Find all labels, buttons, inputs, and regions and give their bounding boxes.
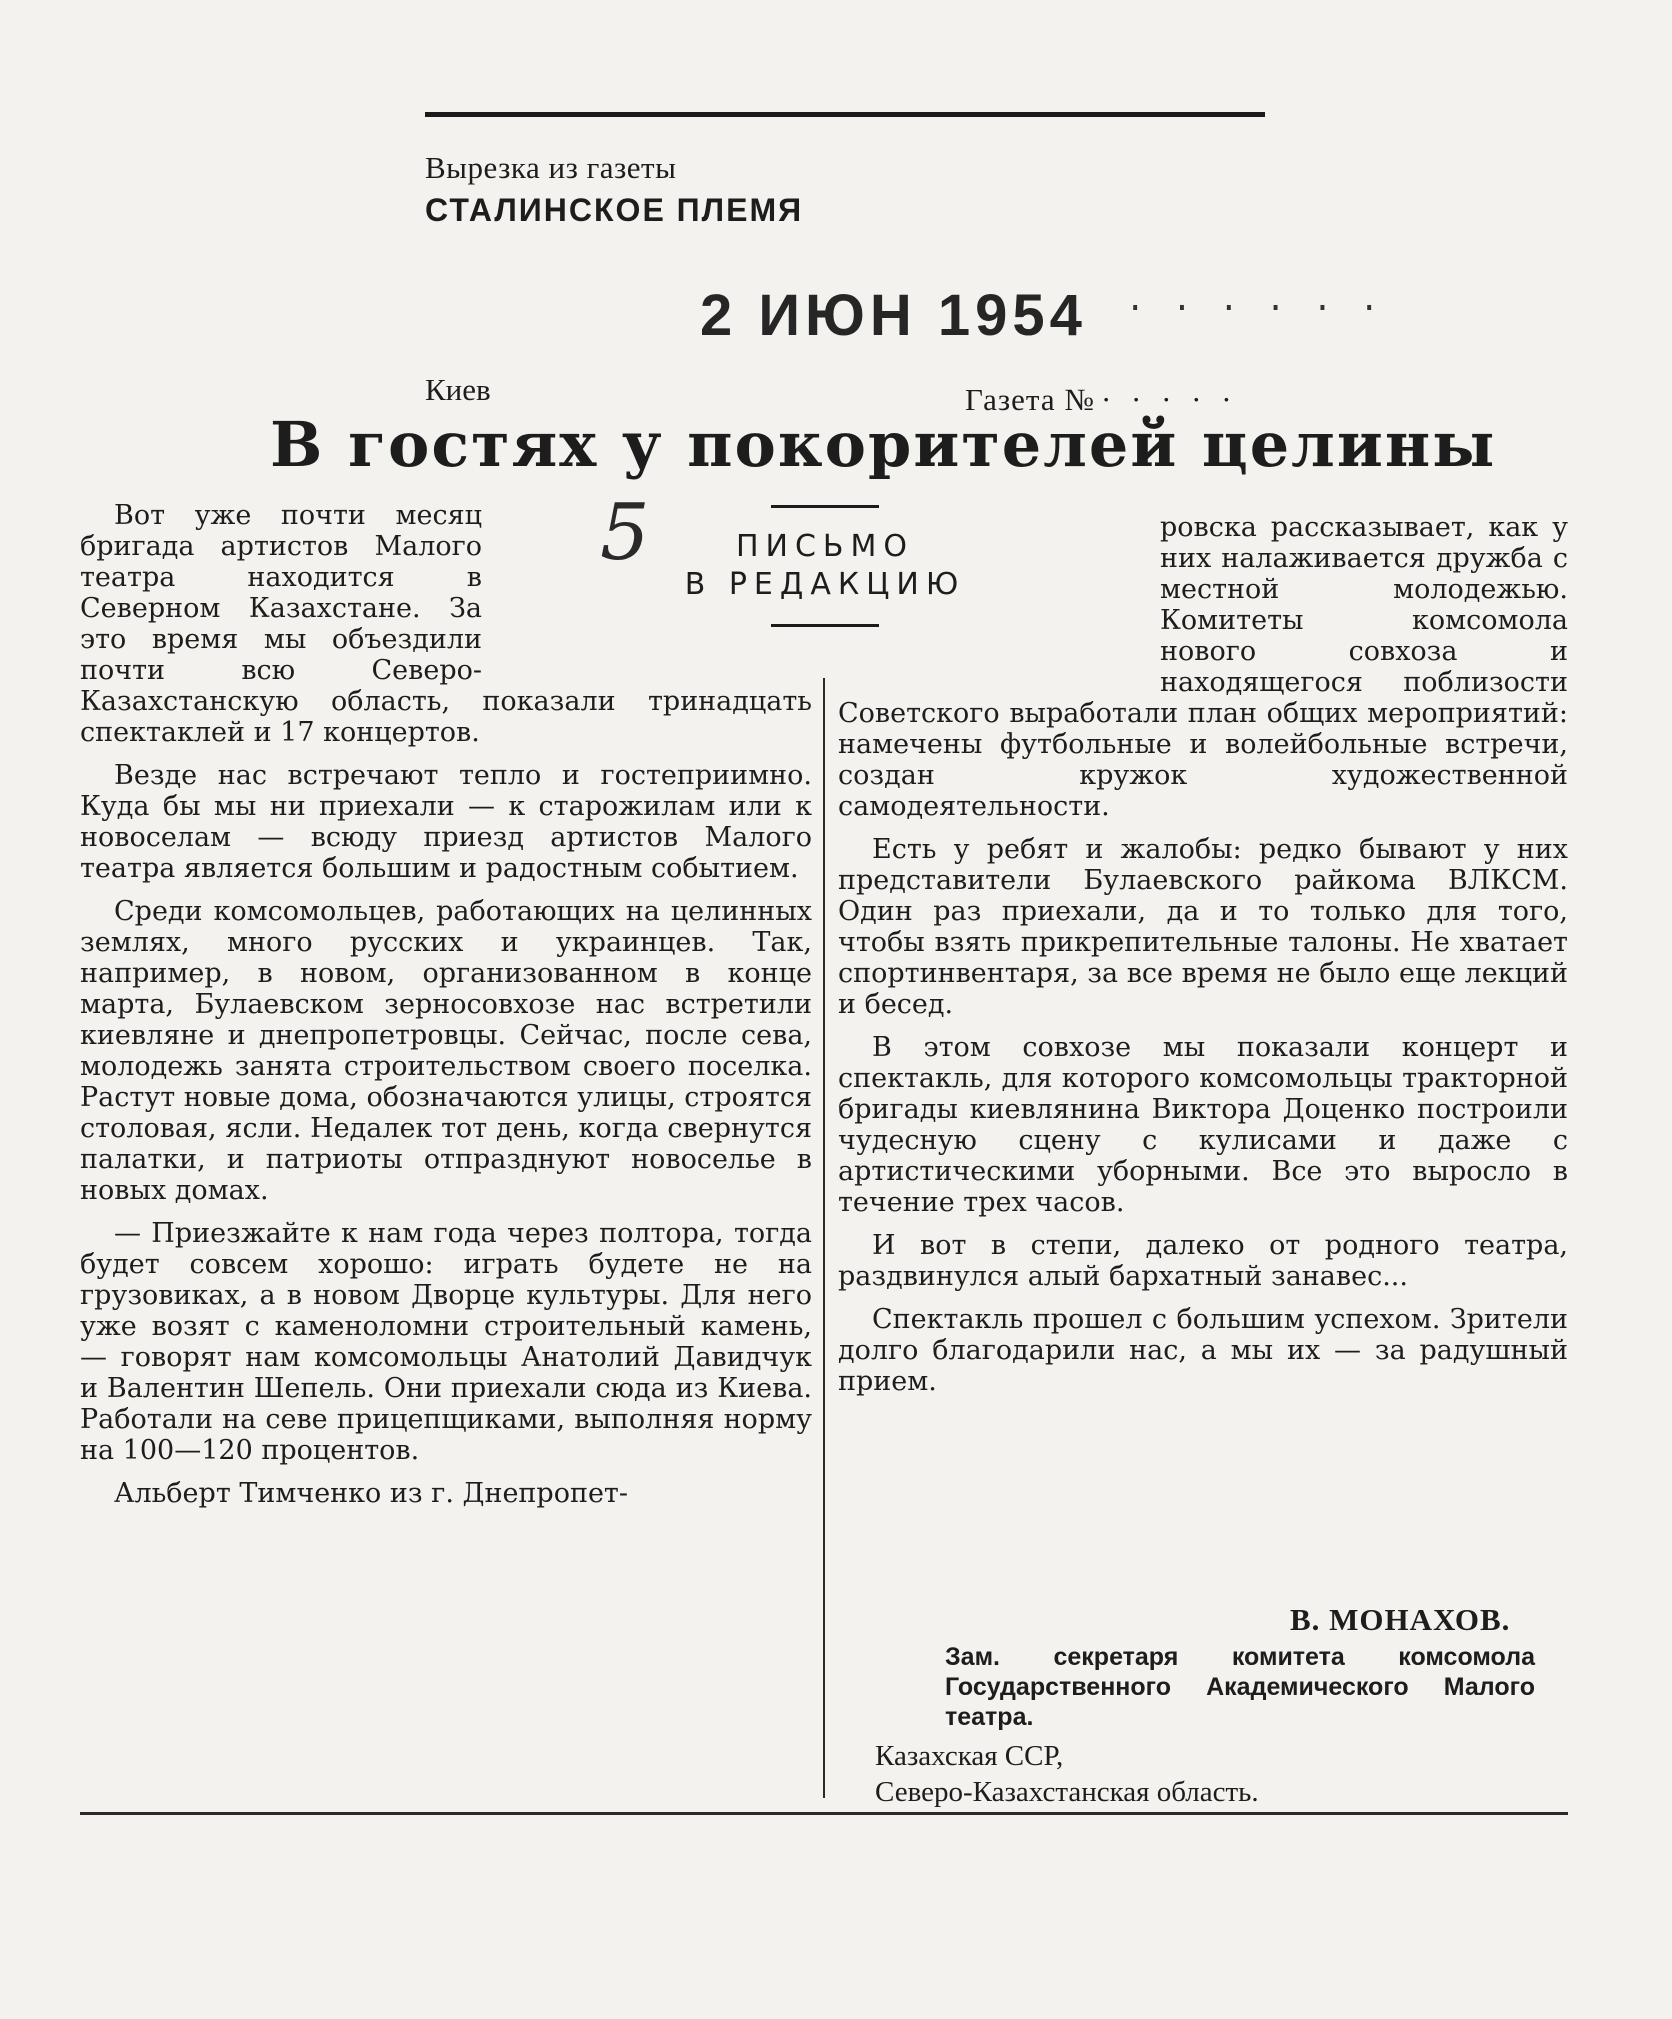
paragraph: Вот уже почти месяц бригада артистов Малого театра находится в Северном Казахстане. За это время мы объездили почти всю Северо-Казахстанскую область, показали тринадцать спектаклей и 17 концертов. [80, 500, 812, 748]
date-stamp: 2 ИЮН 1954 [700, 283, 1087, 348]
city-label: Киев [425, 372, 491, 407]
rubric-line-1: ПИСЬМО [735, 529, 915, 564]
column-divider [823, 678, 825, 1798]
bottom-rule [80, 1812, 1568, 1815]
paragraph: И вот в степи, далеко от родного театра, раздвинулся алый бархатный занавес... [838, 1230, 1568, 1292]
signature-title: Зам. секретаря комитета комсомола Государственного Академического Малого театра. [945, 1643, 1535, 1731]
handwritten-mark: 5 [600, 488, 650, 578]
article-column-right [838, 512, 1568, 1409]
article-headline: В гостях у покорителей целины [270, 408, 1497, 481]
article-column-left [80, 500, 812, 1521]
gazeta-label: Газета № [965, 382, 1095, 417]
paragraph: ровска рассказывает, как у них налаживается дружба с местной молодежью. Комитеты комсомола нового совхоза и находящегося поблизости Советского выработали план общих мероприятий: намечены футбольные и волейбольные встречи, создан кружок художественной самодеятельности. [838, 512, 1568, 822]
paragraph: Среди комсомольцев, работающих на целинных землях, много русских и украинцев. Так, например, в новом, организованном в конце марта, Булаевском зерносовхозе нас встретили киевляне и днепропетровцы. Сейчас, после сева, молодежь занята строительством своего поселка. Растут новые дома, обозначаются улицы, строятся столовая, ясли. Недалек тот день, когда свернутся палатки, и патриоты отпразднуют новоселье в новых домах. [80, 896, 812, 1206]
gazeta-dots: · · · · · [1100, 382, 1238, 417]
date-stamp-dots: · · · · · · [1125, 290, 1383, 328]
signature-place [875, 1738, 1259, 1810]
paper-name: СТАЛИНСКОЕ ПЛЕМЯ [425, 192, 804, 228]
paragraph: — Приезжайте к нам года через полтора, тогда будет совсем хорошо: играть будете не на грузовиках, а в новом Дворце культуры. Для него уже возят с каменоломни строительный камень, — говорят нам комсомольцы Анатолий Давидчук и Валентин Шепель. Они приехали сюда из Киева. Работали на севе прицепщиками, выполняя норму на 100—120 процентов. [80, 1218, 812, 1466]
rubric-line-2: В РЕДАКЦИЮ [684, 567, 966, 602]
paragraph: Везде нас встречают тепло и гостеприимно. Куда бы мы ни приехали — к старожилам или к новоселам — всюду приезд артистов Малого театра является большим и радостным событием. [80, 760, 812, 884]
paragraph: В этом совхозе мы показали концерт и спектакль, для которого комсомольцы тракторной бригады киевлянина Виктора Доценко построили чудесную сцену с кулисами и даже с артистическими уборными. Все это выросло в течение трех часов. [838, 1032, 1568, 1218]
paragraph: Альберт Тимченко из г. Днепропет- [114, 1478, 628, 1509]
place-line-2: Северо-Казахстанская область. [875, 1776, 1259, 1808]
paragraph: Спектакль прошел с большим успехом. Зрители долго благодарили нас, а мы их — за радушный прием. [838, 1304, 1568, 1397]
source-label: Вырезка из газеты [425, 150, 677, 185]
paragraph: Есть у ребят и жалобы: редко бывают у них представители Булаевского райкома ВЛКСМ. Один раз приехали, да и то только для того, чтобы взять прикрепительные талоны. Не хватает спортинвентаря, за все время не было еще лекций и бесед. [838, 834, 1568, 1020]
top-rule [425, 112, 1265, 117]
place-line-1: Казахская ССР, [875, 1740, 1064, 1772]
signature-name: В. МОНАХОВ. [1290, 1602, 1511, 1637]
